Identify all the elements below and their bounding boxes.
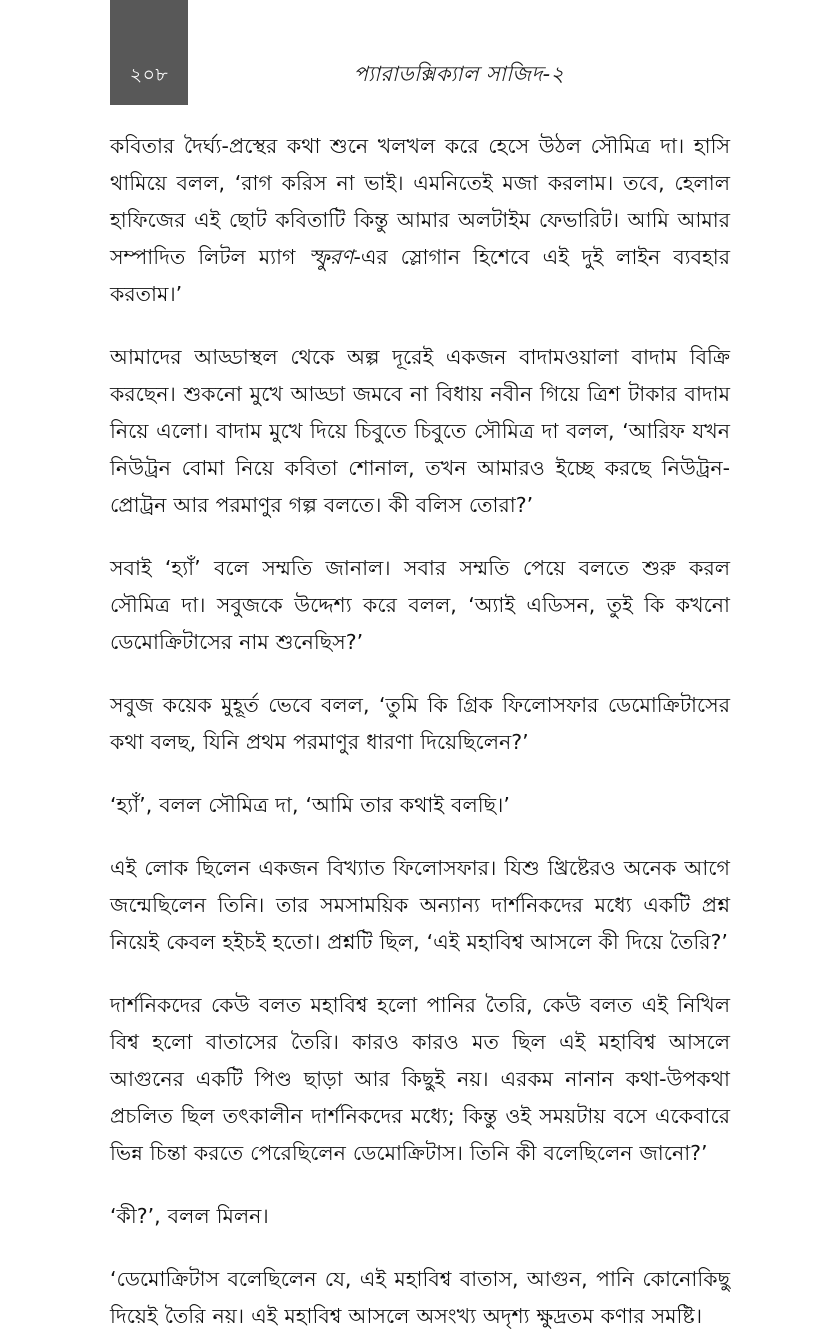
paragraph-3: সবাই ‘হ্যাঁ’ বলে সম্মতি জানাল। সবার সম্মতি পেয়ে বলতে শুরু করল সৌমিত্র দা। সবুজকে উদ্দেশ্য করে বলল, ‘অ্যাই এডিসন, তুই কি কখনো ডেমোক্রিটাসের নাম শুনেছিস?’ bbox=[110, 556, 730, 654]
running-title: প্যারাডক্সিক্যাল সাজিদ-২ bbox=[353, 62, 565, 86]
paragraph-6: এই লোক ছিলেন একজন বিখ্যাত ফিলোসফার। যিশু খ্রিষ্টেরও অনেক আগে জন্মেছিলেন তিনি। তার সমসাময়িক অন্যান্য দার্শনিকদের মধ্যে একটি প্রশ্ন নিয়েই কেবল হইচই হতো। প্রশ্নটি ছিল, ‘এই মহাবিশ্ব আসলে কী দিয়ে তৈরি?’ bbox=[110, 856, 730, 954]
paragraph-8: ‘কী?’, বলল মিলন। bbox=[110, 1204, 269, 1228]
page-number: ২০৮ bbox=[129, 64, 169, 86]
paragraph-1-text-before-italic: কবিতার দৈর্ঘ্য-প্রস্থের কথা শুনে খলখল করে হেসে উঠল সৌমিত্র দা। হাসি থামিয়ে বলল, ‘রাগ করিস না ভাই। এমনিতেই মজা করলাম। তবে, হেলাল হাফিজের এই ছোট কবিতাটি কিন্তু আমার অলটাইম ফেভারিট। আমি আমার সম্পাদিত লিটল ম্যাগ bbox=[110, 134, 730, 269]
paragraph-7: দার্শনিকদের কেউ বলত মহাবিশ্ব হলো পানির তৈরি, কেউ বলত এই নিখিল বিশ্ব হলো বাতাসের তৈরি। কারও কারও মত ছিল এই মহাবিশ্ব আসলে আগুনের একটি পিণ্ড ছাড়া আর কিছুই নয়। এরকম নানান কথা-উপকথা প্রচলিত ছিল তৎকালীন দার্শনিকদের মধ্যে; কিন্তু ওই সময়টায় বসে একেবারে ভিন্ন চিন্তা করতে পেরেছিলেন ডেমোক্রিটাস। তিনি কী বলেছিলেন জানো?’ bbox=[110, 993, 730, 1165]
paragraph-4: সবুজ কয়েক মুহূর্ত ভেবে বলল, ‘তুমি কি গ্রিক ফিলোসফার ডেমোক্রিটাসের কথা বলছ, যিনি প্রথম পরমাণুর ধারণা দিয়েছিলেন?’ bbox=[110, 693, 730, 754]
body-text-column bbox=[110, 128, 730, 1335]
paragraph-1-text-after-italic: -এর স্লোগান হিশেবে এই দুই লাইন ব্যবহার করতাম।’ bbox=[110, 245, 730, 306]
paragraph-2: আমাদের আড্ডাস্থল থেকে অল্প দূরেই একজন বাদামওয়ালা বাদাম বিক্রি করছেন। শুকনো মুখে আড্ডা জমবে না বিধায় নবীন গিয়ে ত্রিশ টাকার বাদাম নিয়ে এলো। বাদাম মুখে দিয়ে চিবুতে চিবুতে সৌমিত্র দা বলল, ‘আরিফ যখন নিউট্রন বোমা নিয়ে কবিতা শোনাল, তখন আমারও ইচ্ছে করছে নিউট্রন-প্রোট্রন আর পরমাণুর গল্প বলতে। কী বলিস তোরা?’ bbox=[110, 345, 730, 517]
paragraph-1 bbox=[110, 128, 730, 313]
paragraph-9: ‘ডেমোক্রিটাস বলেছিলেন যে, এই মহাবিশ্ব বাতাস, আগুন, পানি কোনোকিছু দিয়েই তৈরি নয়। এই মহাবিশ্ব আসলে অসংখ্য অদৃশ্য ক্ষুদ্রতম কণার সমষ্টি। bbox=[110, 1267, 730, 1328]
page-number-box bbox=[110, 0, 188, 105]
magazine-name-italic: স্ফুরণ bbox=[308, 245, 354, 269]
paragraph-5: ‘হ্যাঁ’, বলল সৌমিত্র দা, ‘আমি তার কথাই বলছি।’ bbox=[110, 793, 510, 817]
